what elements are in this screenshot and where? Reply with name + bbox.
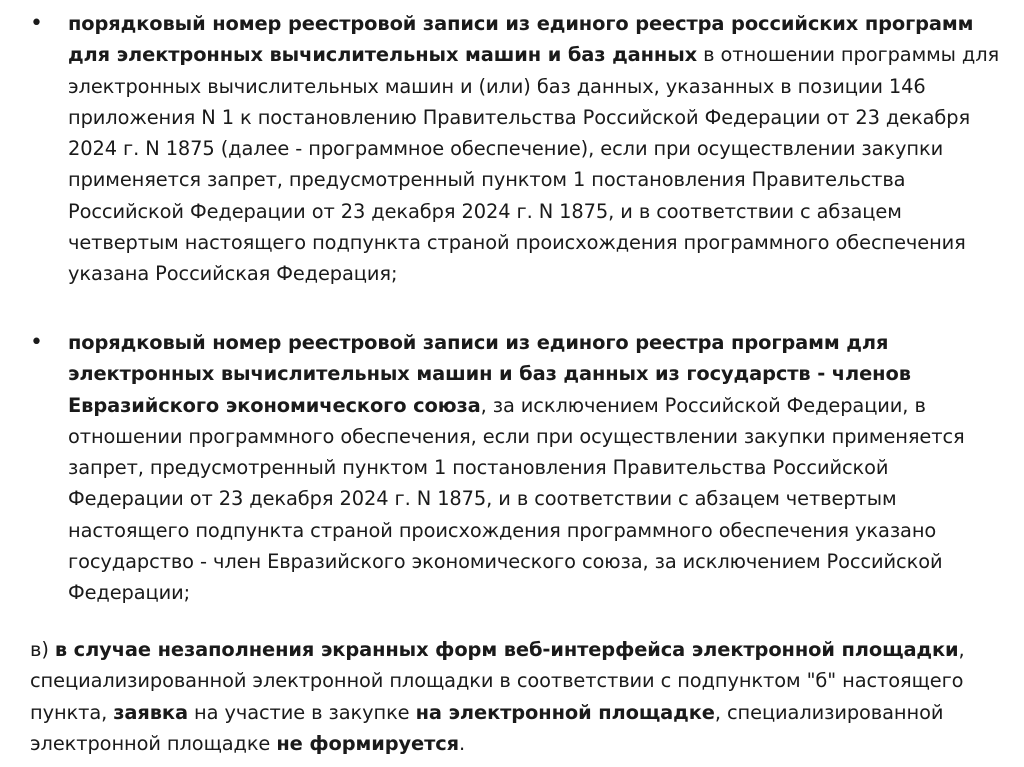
bullet-dot: • xyxy=(30,11,43,36)
bullet-text-2 xyxy=(68,327,1008,609)
paragraph-v-bold-3: на электронной площадке xyxy=(415,700,715,724)
bullet-2-bold-text: порядковый номер реестровой записи из единого реестра программ для электронных вычислительных машин и баз данных из государств - членов Евразийского экономического союза xyxy=(68,331,911,417)
paragraph-v-text-4: . xyxy=(458,731,466,755)
bullet-dot: • xyxy=(30,330,43,355)
bullet-text-1 xyxy=(68,8,1008,290)
paragraph-v-text-3: , специализированной электронной площадке xyxy=(30,700,944,755)
paragraph-v-prefix: в) xyxy=(30,638,55,661)
paragraph-v-bold-1: в случае незаполнения экранных форм веб-интерфейса электронной площадки xyxy=(54,638,959,661)
paragraph-v-text-1: , специализированной электронной площадки в соответствии с подпунктом "б" настоящего пункта, xyxy=(30,638,965,724)
bullet-1-regular-text: в отношении программы для электронных вычислительных машин и (или) баз данных, указанных в позиции 146 приложения N 1 к постановлению Правительства Российской Федерации от 23 декабря 2024 г. N 1875 (далее - программное обеспечение), если при осуществлении закупки применяется запрет, предусмотренный пунктом 1 постановления Правительства Российской Федерации от 23 декабря 2024 г. N 1875, и в соответствии с абзацем четвертым настоящего подпункта страной происхождения программного обеспечения указана Российская Федерация; xyxy=(68,43,1000,286)
bullet-2-regular-text: , за исключением Российской Федерации, в отношении программного обеспечения, если при осуществлении закупки применяется запрет, предусмотренный пунктом 1 постановления Правительства Российской Федерации от 23 декабря 2024 г. N 1875, и в соответствии с абзацем четвертым настоящего подпункта страной происхождения программного обеспечения указано государство - член Евразийского экономического союза, за исключением Российской Федерации; xyxy=(68,393,965,605)
paragraph-v-bold-2: заявка xyxy=(113,700,188,724)
paragraph-v xyxy=(30,634,1010,759)
paragraph-v-bold-4: не формируется xyxy=(276,731,459,755)
bullet-1-bold-text: порядковый номер реестровой записи из единого реестра российских программ для электронных вычислительных машин и баз данных xyxy=(68,12,974,67)
paragraph-v-text-2: на участие в закупке xyxy=(187,700,416,724)
